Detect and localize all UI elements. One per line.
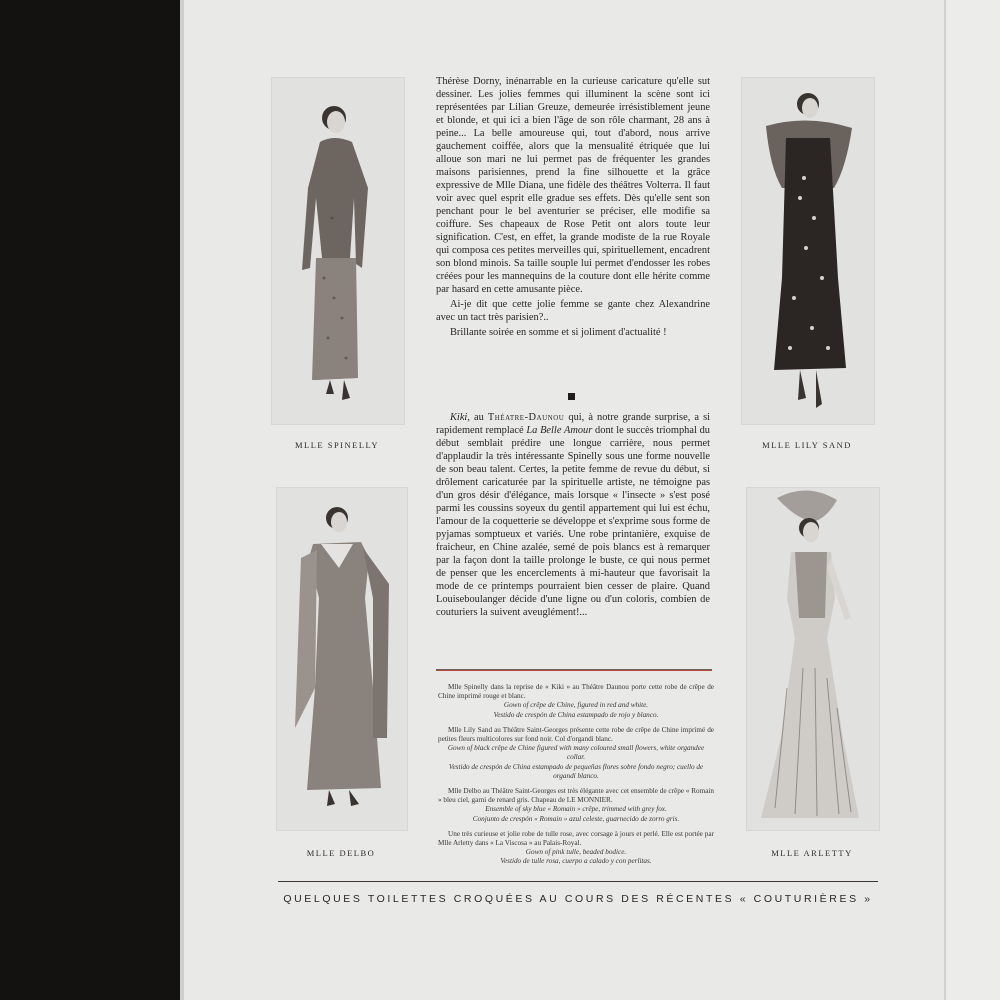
note-french: Une très curieuse et jolie robe de tulle rose, avec corsage à jours et perlé. Elle est portée par Mlle Arletty dans « La Viscosa » au Palais-Royal. bbox=[438, 829, 714, 848]
bottom-rule bbox=[278, 881, 878, 882]
section-ornament bbox=[568, 393, 575, 400]
caption-arletty: MLLE ARLETTY bbox=[771, 848, 853, 858]
article-text: au bbox=[469, 412, 488, 423]
article-paragraph-kiki bbox=[436, 411, 710, 619]
background-left bbox=[0, 0, 180, 1000]
note-english: Gown of crêpe de Chine, figured in red and white. bbox=[503, 701, 649, 710]
article-paragraph: Thérèse Dorny, inénarrable en la curieuse caricature qu'elle sut dessiner. Les jolies femmes qui illuminent la scène sont ici représentées par Lilian Greuze, demeurée irrésistiblement jeune et blonde, et qui ici a bien l'âge de son rôle charmant, 28 ans à peine... La belle amoureuse qui, tout d'abord, nous arrive gauchement coiffée, alors que la mensualité étriquée que lui alloue son mari ne lui permet pas de fréquenter les grandes maisons parisiennes, prend la fine silhouette et la grâce expressive de Mlle Diana, une fidèle des théâtres Volterra. Il faut voir avec quel esprit elle gradue ses effets. Dès qu'elle sent son penchant pour le bel aventurier se préciser, elle modifie sa coiffure. Ses chapeaux de Rose Petit ont alors toute leur signification. C'est, en effet, la grande modiste de la rue Royale qui composa ces petites merveilles qui, spirituellement, encadrent son blond minois. Sa taille souple lui permet d'endosser les robes créées pour les mannequins de la couture dont elle hérite comme par hasard en cette amusante pièce. bbox=[436, 76, 710, 295]
caption-lily-sand: MLLE LILY SAND bbox=[762, 440, 852, 450]
divider-rule bbox=[436, 669, 712, 671]
note-spanish: Vestido de tulle rosa, cuerpo a calado y con perlitas. bbox=[500, 857, 652, 866]
theatre-name: Théatre-Daunou bbox=[487, 412, 565, 423]
page-title: QUELQUES TOILETTES CROQUÉES AU COURS DES RÉCENTES « COUTURIÈRES » bbox=[283, 893, 873, 905]
page-edge bbox=[180, 0, 184, 1000]
note-french: Mlle Spinelly dans la reprise de « Kiki » au Théâtre Daunou porte cette robe de crêpe de Chine imprimé rouge et blanc. bbox=[438, 683, 714, 701]
note-spinelly bbox=[438, 683, 714, 720]
note-french: Mlle Delbo au Théâtre Saint-Georges est très élégante avec cet ensemble de crêpe « Romain » bleu ciel, garni de renard gris. Chapeau de LE MONNIER. bbox=[438, 787, 714, 805]
article-kiki bbox=[436, 411, 710, 619]
note-english: Ensemble of sky blue « Romain » crêpe, trimmed with grey fox. bbox=[485, 805, 667, 814]
play-title-belle-amour: La Belle Amour bbox=[526, 425, 593, 436]
article-text: qui, à notre grande surprise, a si rapidement remplacé bbox=[436, 412, 710, 436]
note-arletty bbox=[438, 830, 714, 867]
caption-spinelly: MLLE SPINELLY bbox=[294, 440, 380, 450]
play-title-kiki: Kiki, bbox=[450, 412, 470, 423]
article-top bbox=[436, 75, 710, 339]
article-paragraph: Brillante soirée en somme et si joliment d'actualité ! bbox=[450, 327, 667, 338]
note-lily-sand bbox=[438, 726, 714, 781]
article-paragraph: Ai-je dit que cette jolie femme se gante chez Alexandrine avec un tact très parisien?.. bbox=[436, 299, 710, 323]
note-spanish: Vestido de crespón de China estampado de rojo y blanco. bbox=[493, 710, 659, 719]
illustration-delbo bbox=[276, 487, 408, 831]
note-spanish: Conjunto de crespón « Romain » azul celeste, guarnecido de zorro gris. bbox=[472, 814, 680, 823]
next-page-sliver bbox=[946, 0, 1000, 1000]
garment-notes bbox=[438, 683, 714, 867]
illustration-spinelly bbox=[271, 77, 405, 425]
note-english: Gown of pink tulle, beaded bodice. bbox=[525, 848, 627, 857]
note-french: Mlle Lily Sand au Théâtre Saint-Georges présente cette robe de crêpe de Chine imprimé de petites fleurs multicolores sur fond noir. Col d'organdi blanc. bbox=[438, 725, 714, 744]
illustration-arletty bbox=[746, 487, 880, 831]
article-text: dont le succès triomphal du début semblait prédire une longue carrière, nous permet d'applaudir la très intéressante Spinelly sous une forme nouvelle de son beau talent. Certes, la petite femme de revue du début, si drôlement caricaturée par la spirituelle artiste, ne témoigne pas d'un gros désir d'élégance, mais lorsque « l'insecte » s'est posé parmi les coussins soyeux du gentil appartement qui lui est échu, l'amour de la coquetterie se développe et s'exprime sous forme de pyjamas somptueux et variés. Une robe printanière, exquise de fraicheur, en Chine azalée, semé de pois blancs est à remarquer par la façon dont la taille prolonge le buste, ce qui nous permet de penser que les encerclements à mi-hauteur que favorisait la mode de ce printemps pourraient bien cesser de plaire. Quand Louiseboulanger décide d'une ligne ou d'un coloris, combien de couturiers la suivent aveuglément!... bbox=[436, 425, 710, 618]
note-spanish: Vestido de crespón de China estampado de pequeñas flores sobre fondo negro; cuello de organdí blanco. bbox=[448, 762, 704, 780]
note-english: Gown of black crêpe de Chine figured with many coloured small flowers, white organdee collar. bbox=[447, 744, 705, 762]
note-delbo bbox=[438, 787, 714, 824]
caption-delbo: MLLE DELBO bbox=[306, 848, 376, 858]
illustration-lily-sand bbox=[741, 77, 875, 425]
